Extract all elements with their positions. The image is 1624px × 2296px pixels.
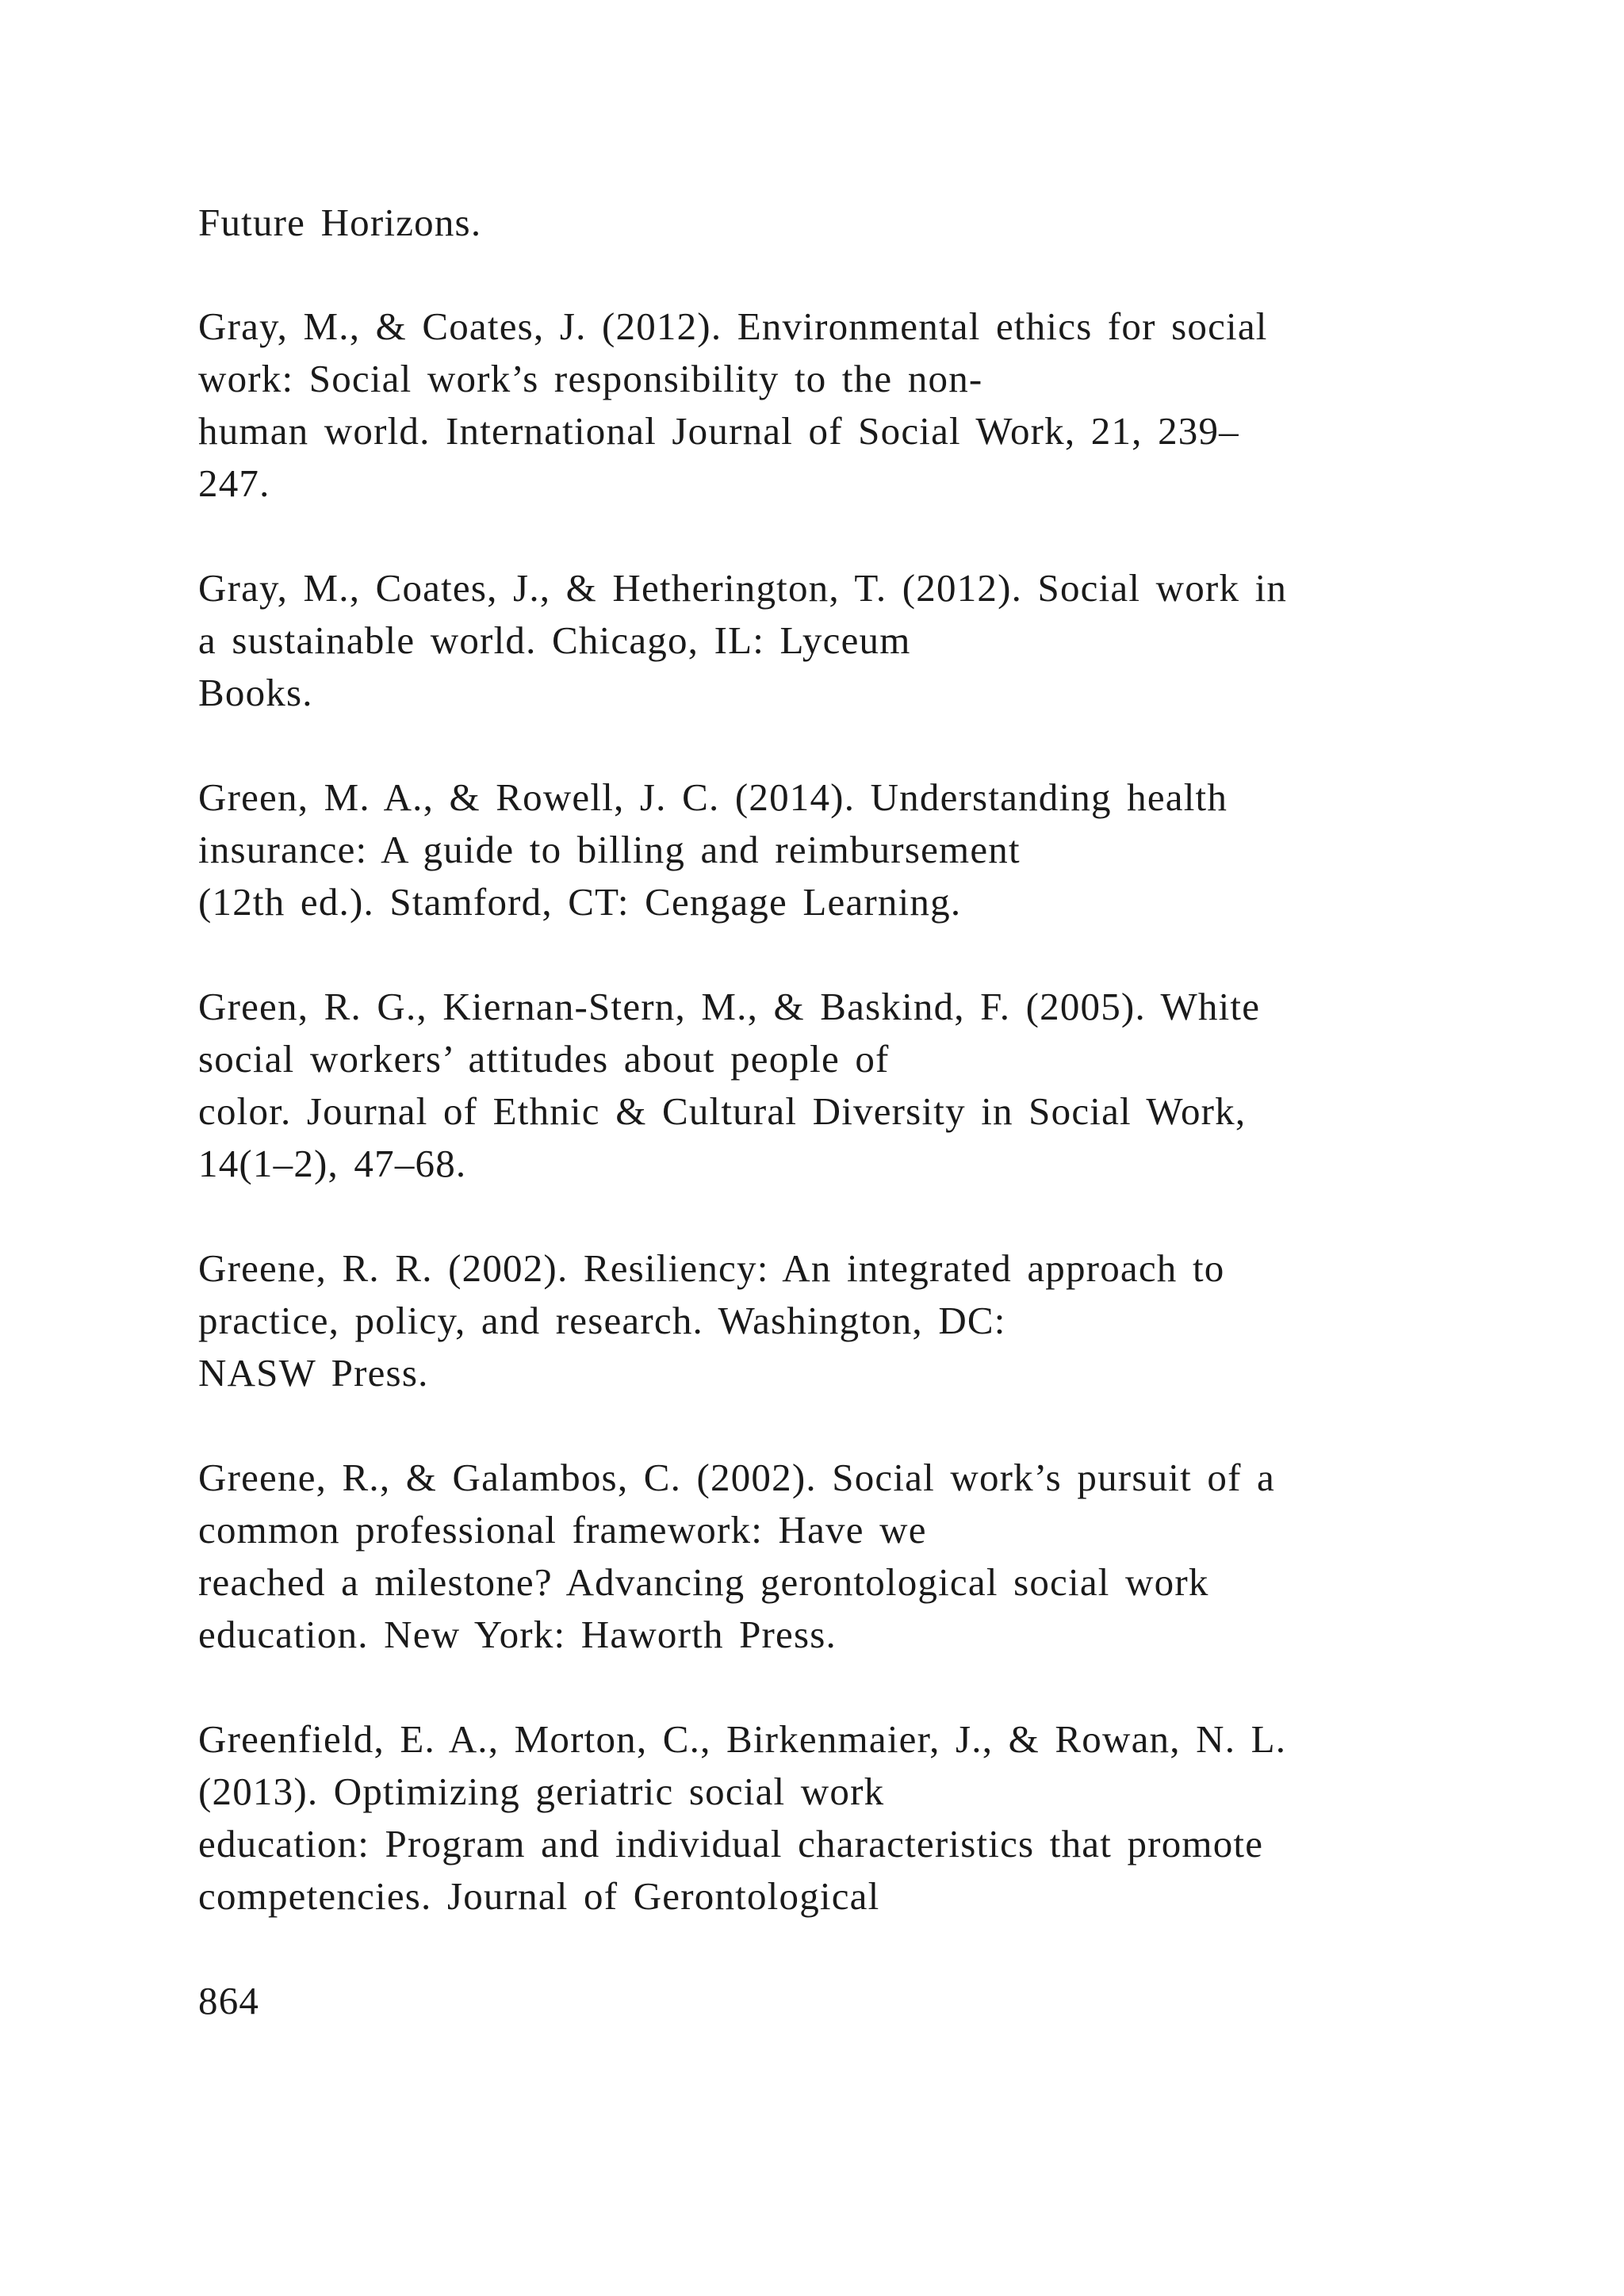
reference-line: reached a milestone? Advancing gerontological social work xyxy=(198,1560,1209,1604)
reference-line: education: Program and individual characteristics that promote xyxy=(198,1822,1264,1866)
reference-line: 247. xyxy=(198,461,270,505)
reference-line: Books. xyxy=(198,671,313,714)
reference-line: Gray, M., Coates, J., & Hetherington, T. (2012). Social work in xyxy=(198,566,1288,610)
reference-line: Greene, R. R. (2002). Resiliency: An integrated approach to xyxy=(198,1246,1225,1290)
reference-line: common professional framework: Have we xyxy=(198,1508,927,1552)
reference-line: practice, policy, and research. Washington, DC: xyxy=(198,1299,1006,1342)
reference-line: social workers’ attitudes about people of xyxy=(198,1037,890,1081)
reference-line: 14(1–2), 47–68. xyxy=(198,1142,467,1185)
reference-line: NASW Press. xyxy=(198,1351,429,1395)
reference-line: human world. International Journal of Social Work, 21, 239– xyxy=(198,409,1239,453)
reference-line: competencies. Journal of Gerontological xyxy=(198,1874,880,1918)
reference-line: a sustainable world. Chicago, IL: Lyceum xyxy=(198,618,911,662)
reference-line: Future Horizons. xyxy=(198,201,482,244)
reference-line: Green, R. G., Kiernan-Stern, M., & Baskind, F. (2005). White xyxy=(198,985,1261,1028)
reference-line: (2013). Optimizing geriatric social work xyxy=(198,1770,885,1813)
reference-line: (12th ed.). Stamford, CT: Cengage Learning. xyxy=(198,880,962,924)
reference-line: insurance: A guide to billing and reimbursement xyxy=(198,828,1021,871)
reference-line: Green, M. A., & Rowell, J. C. (2014). Understanding health xyxy=(198,775,1228,819)
reference-line: education. New York: Haworth Press. xyxy=(198,1613,837,1656)
reference-line: Greene, R., & Galambos, C. (2002). Social work’s pursuit of a xyxy=(198,1456,1275,1499)
reference-line: color. Journal of Ethnic & Cultural Diversity in Social Work, xyxy=(198,1089,1247,1133)
reference-line: work: Social work’s responsibility to the non- xyxy=(198,357,983,400)
reference-line: Greenfield, E. A., Morton, C., Birkenmaier, J., & Rowan, N. L. xyxy=(198,1717,1287,1761)
reference-line: Gray, M., & Coates, J. (2012). Environmental ethics for social xyxy=(198,304,1268,348)
page-number: 864 xyxy=(198,1979,260,2022)
